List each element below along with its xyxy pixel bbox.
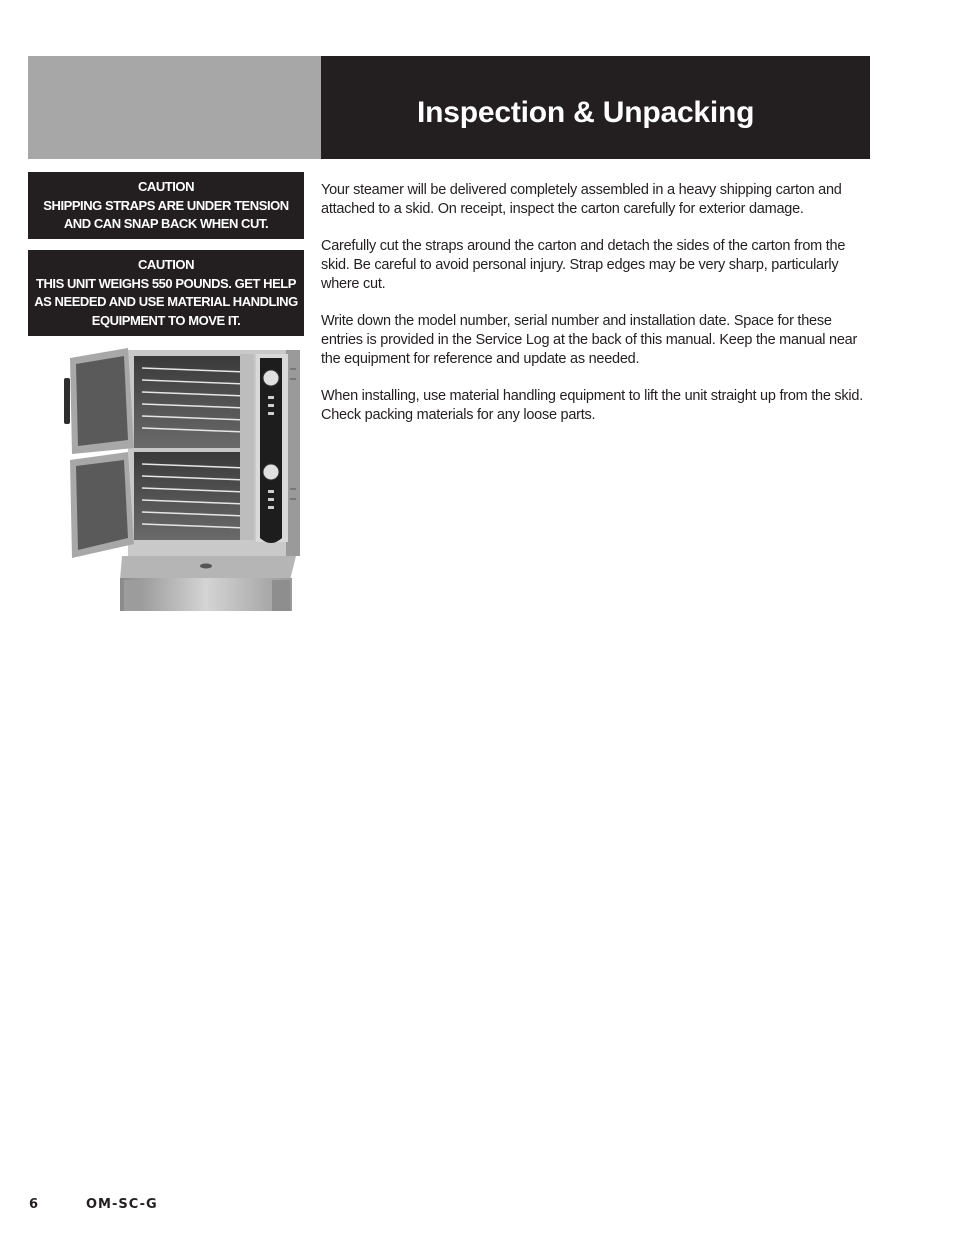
document-code: OM-SC-G [86,1197,158,1212]
paragraph-straps [321,237,881,294]
page-number: 6 [29,1197,39,1212]
header-dark-band [321,56,870,159]
text-line: When installing, use material handling equipment to lift the unit straight up from the skid. [321,388,863,404]
text-line: the equipment for reference and update as needed. [321,351,640,367]
caution-heading: CAUTION [137,257,195,272]
page-title: Inspection & Unpacking [417,96,755,129]
text-line: attached to a skid. On receipt, inspect the carton carefully for exterior damage. [321,201,804,217]
text-line: skid. Be careful to avoid personal injury. Strap edges may be very sharp, particularly [321,257,839,273]
text-line: Your steamer will be delivered completely assembled in a heavy shipping carton and [321,182,842,198]
paragraph-installing [321,387,881,425]
text-line: Carefully cut the straps around the carton and detach the sides of the carton from the [321,238,846,254]
paragraph-serial [321,312,881,369]
text-line: Write down the model number, serial number and installation date. Space for these [321,313,832,329]
paragraph-delivery [321,181,881,219]
steamer-photo [60,348,304,611]
header-gray-band [28,56,321,159]
text-line: where cut. [321,276,386,292]
body-text [321,181,881,443]
caution-box-weight [28,250,304,336]
caution-line: SHIPPING STRAPS ARE UNDER TENSION [43,197,289,213]
caution-box-straps [28,172,304,239]
text-line: Check packing materials for any loose parts. [321,407,596,423]
caution-line: EQUIPMENT TO MOVE IT. [91,312,241,328]
text-line: entries is provided in the Service Log at the back of this manual. Keep the manual near [321,332,858,348]
caution-line: AND CAN SNAP BACK WHEN CUT. [63,216,269,231]
caution-line: AS NEEDED AND USE MATERIAL HANDLING [34,294,298,309]
caution-line: THIS UNIT WEIGHS 550 POUNDS. GET HELP [36,275,296,291]
caution-heading: CAUTION [137,179,195,194]
